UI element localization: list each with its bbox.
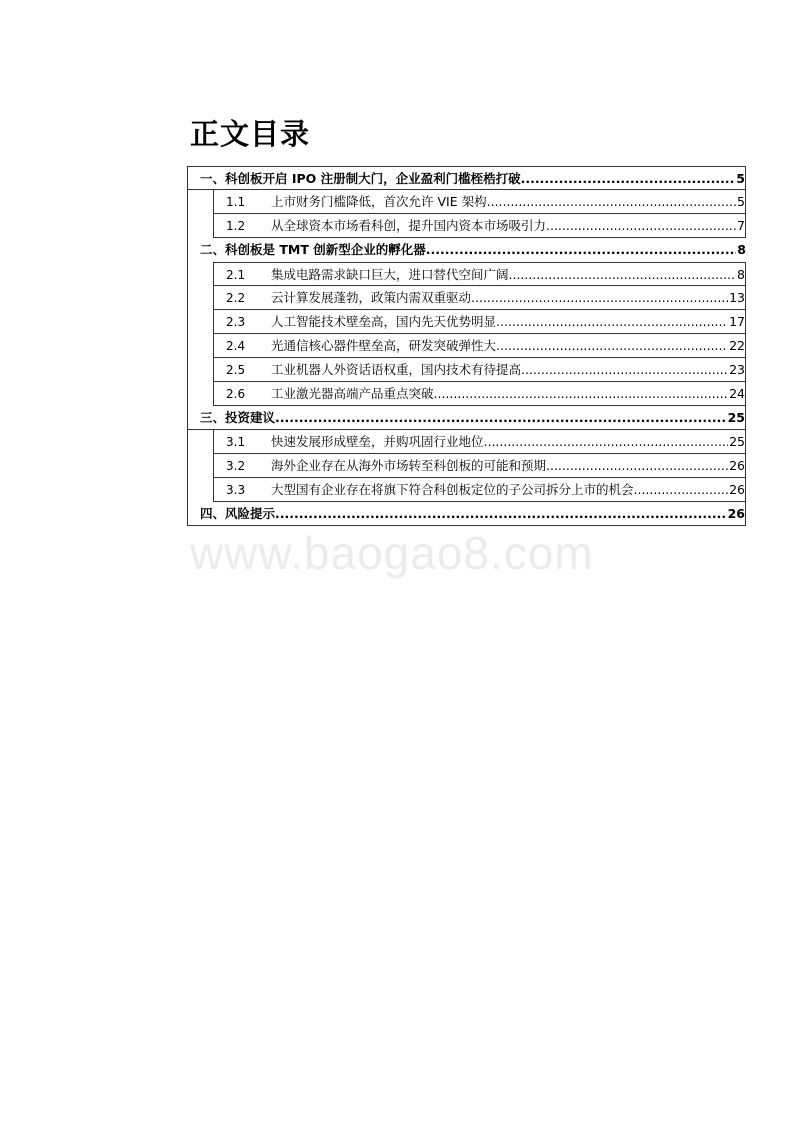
dot-leader [546,454,728,478]
toc-entry-2-4[interactable] [213,334,746,358]
toc-section-number: 1.1 [226,195,246,209]
toc-page-number: 25 [727,410,745,425]
toc-page-number: 5 [736,171,745,186]
toc-entry-2-6[interactable] [213,382,746,406]
toc-entry-1-2[interactable] [213,214,746,238]
toc-section-number: 2.6 [226,387,246,401]
toc-entry-2-1[interactable] [213,262,746,286]
toc-page-number: 7 [737,218,745,233]
page-title: 正文目录 [190,117,311,151]
toc-page-number: 5 [737,194,745,209]
toc-entry-text: 一、科创板开启 IPO 注册制大门，企业盈利门槛桎梏打破 [200,171,521,186]
toc-entry-2-3[interactable] [213,310,746,334]
dot-leader [484,430,729,454]
dot-leader [496,334,728,358]
dot-leader [275,406,727,430]
dot-leader [471,286,728,310]
toc-entry-text: 从全球资本市场看科创，提升国内资本市场吸引力 [271,218,547,233]
dot-leader [496,310,728,334]
toc-entry-text: 三、投资建议 [200,410,276,425]
dot-leader [509,263,737,286]
toc-page-number: 24 [729,386,745,401]
toc-entry-text: 工业机器人外资话语权重，国内技术有待提高 [271,362,522,377]
table-of-contents [187,166,746,526]
toc-page-number: 26 [727,506,745,521]
toc-entry-3-1[interactable] [213,430,746,454]
toc-entry-4[interactable] [188,502,746,526]
toc-entry-3[interactable] [188,406,746,430]
dot-leader [634,478,729,502]
toc-page-number: 8 [737,267,745,282]
toc-page-number: 13 [729,290,745,305]
dot-leader [434,382,729,406]
toc-page-number: 22 [729,338,745,353]
toc-entry-text: 集成电路需求缺口巨大，进口替代空间广阔 [271,267,509,282]
toc-page-number: 23 [729,362,745,377]
toc-entry-text: 工业激光器高端产品重点突破 [271,386,434,401]
toc-page-number: 17 [729,314,745,329]
toc-section-number: 1.2 [226,219,246,233]
toc-entry-text: 人工智能技术壁垒高，国内先天优势明显 [271,314,497,329]
toc-entry-text: 上市财务门槛降低，首次允许 VIE 架构 [271,194,487,209]
watermark: www.baogao8.com [190,527,594,579]
toc-page-number: 8 [737,242,746,257]
toc-section-number: 3.2 [226,459,246,473]
toc-section-number: 2.3 [226,315,246,329]
dot-leader [546,214,736,238]
dot-leader [275,502,727,526]
toc-section-number: 2.1 [226,268,246,282]
toc-entry-3-3[interactable] [213,478,746,502]
toc-entry-text: 二、科创板是 TMT 创新型企业的孵化器 [200,242,426,257]
toc-entry-2[interactable] [188,238,746,262]
toc-entry-1[interactable] [188,166,746,190]
toc-section-number: 3.3 [226,483,246,497]
toc-section-number: 2.4 [226,339,246,353]
dot-leader [521,358,728,382]
dot-leader [521,167,736,190]
toc-entry-text: 云计算发展蓬勃，政策内需双重驱动 [271,290,472,305]
toc-entry-text: 光通信核心器件壁垒高，研发突破弹性大 [271,338,497,353]
toc-entry-2-2[interactable] [213,286,746,310]
toc-section-number: 3.1 [226,435,246,449]
toc-section-number: 2.2 [226,291,246,305]
toc-entry-text: 快速发展形成壁垒，并购巩固行业地位 [271,434,484,449]
toc-entry-1-1[interactable] [213,190,746,214]
toc-page-number: 26 [729,482,745,497]
toc-entry-text: 四、风险提示 [200,506,276,521]
toc-section-number: 2.5 [226,363,246,377]
toc-entry-2-5[interactable] [213,358,746,382]
toc-page-number: 25 [729,434,745,449]
dot-leader [487,190,736,214]
toc-page-number: 26 [729,458,745,473]
toc-entry-text: 大型国有企业存在将旗下符合科创板定位的子公司拆分上市的机会 [271,482,634,497]
dot-leader [426,238,737,262]
toc-entry-text: 海外企业存在从海外市场转至科创板的可能和预期 [271,458,547,473]
toc-entry-3-2[interactable] [213,454,746,478]
